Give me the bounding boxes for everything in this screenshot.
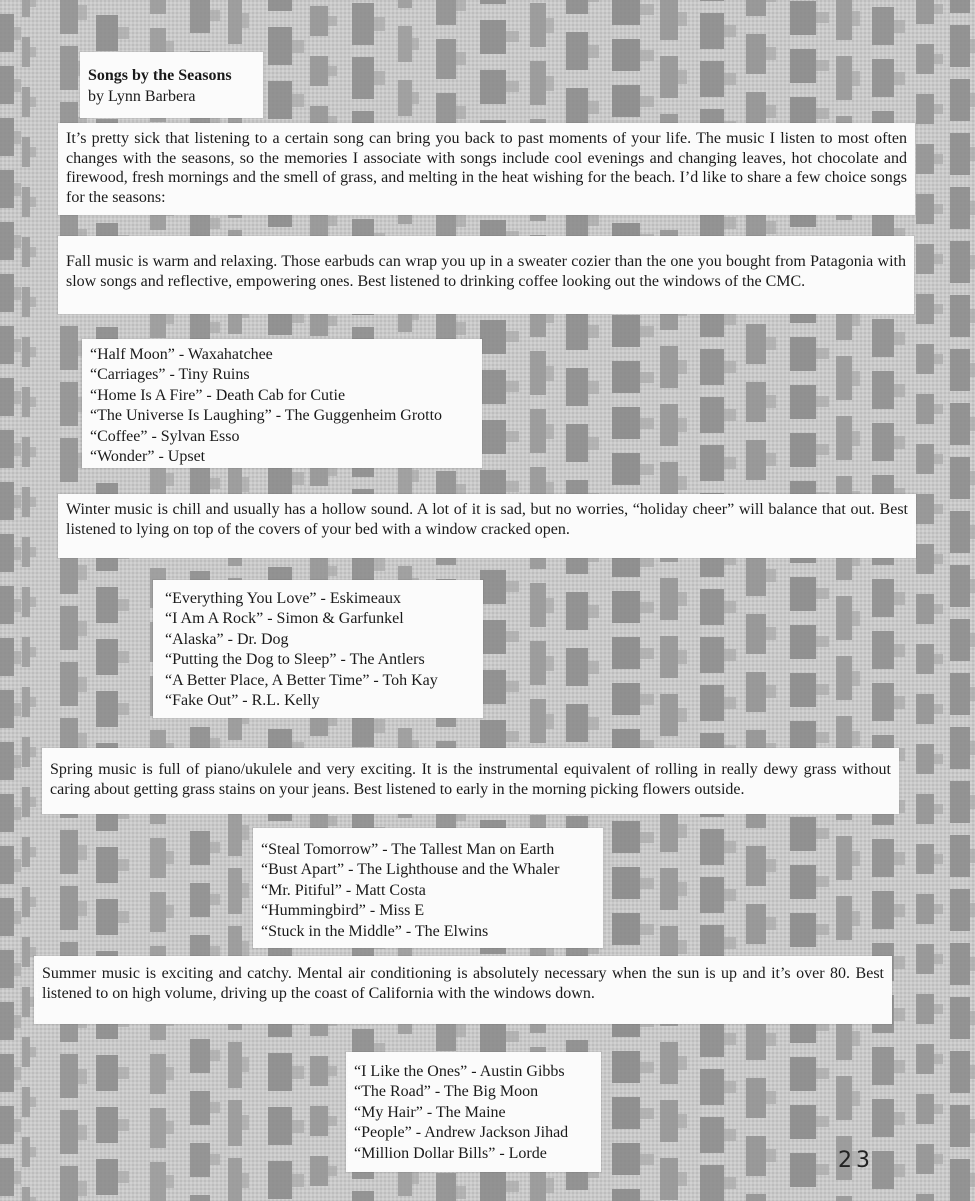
song-item: “Home Is A Fire” - Death Cab for Cutie [90,386,346,404]
song-item: “A Better Place, A Better Time” - Toh Kay [165,671,438,689]
song-item: “Bust Apart” - The Lighthouse and the Whaler [261,861,560,879]
song-item: “Steal Tomorrow” - The Tallest Man on Earth [261,841,555,858]
song-item: “Alaska” - Dr. Dog [165,630,289,648]
song-item: “I Like the Ones” - Austin Gibbs [354,1063,565,1080]
song-item: “Carriages” - Tiny Ruins [90,366,250,384]
song-item: “Hummingbird” - Miss E [261,902,425,920]
song-item: “Coffee” - Sylvan Esso [90,427,240,445]
song-item: “Mr. Pitiful” - Matt Costa [261,881,426,899]
spring-song-list [253,828,603,948]
spring-description-text: Spring music is full of piano/ukulele and very exciting. It is the instrumental equivalent of rolling in really dewy grass without caring about getting grass stains on your jeans. Best listened to early in the morning picking flowers outside. [50,761,891,798]
fall-description-text: Fall music is warm and relaxing. Those earbuds can wrap you up in a sweater cozier than the one you bought from Patagonia with slow songs and reflective, empowering ones. Best listened to drinking coffee looking out the windows of the CMC. [66,253,906,290]
summer-song-list [346,1052,601,1172]
article-header [80,52,263,118]
song-item: “Million Dollar Bills” - Lorde [354,1144,547,1162]
song-item: “People” - Andrew Jackson Jihad [354,1124,569,1142]
song-item: “Stuck in the Middle” - The Elwins [261,922,489,940]
song-item: “Wonder” - Upset [90,448,206,466]
page-number: 23 [838,1148,874,1173]
article-byline: by Lynn Barbera [88,88,196,105]
song-item: “Everything You Love” - Eskimeaux [165,590,401,607]
winter-song-list [153,580,483,718]
song-item: “Putting the Dog to Sleep” - The Antlers [165,651,425,669]
song-item: “The Universe Is Laughing” - The Guggenheim Grotto [90,407,443,425]
winter-description [58,494,916,558]
winter-description-text: Winter music is chill and usually has a hollow sound. A lot of it is sad, but no worries, “holiday cheer” will balance that out. Best listened to lying on top of the covers of your bed with a window cracked open. [66,501,908,538]
song-item: “The Road” - The Big Moon [354,1083,539,1101]
spring-description [42,748,899,814]
fall-description [58,236,914,314]
song-item: “My Hair” - The Maine [354,1103,506,1121]
article-title: Songs by the Seasons [88,67,232,84]
intro-paragraph [58,123,915,215]
fall-song-list [82,339,482,468]
summer-description [34,956,892,1024]
song-item: “Half Moon” - Waxahatchee [90,346,273,363]
summer-description-text: Summer music is exciting and catchy. Mental air conditioning is absolutely necessary when the sun is up and it’s over 80. Best listened to on high volume, driving up the coast of California with the windows down. [42,965,884,1002]
song-item: “I Am A Rock” - Simon & Garfunkel [165,610,404,628]
intro-text: It’s pretty sick that listening to a certain song can bring you back to past moments of your life. The music I listen to most often changes with the seasons, so the memories I associate with songs include cool evenings and changing leaves, hot chocolate and firewood, fresh mornings and the smell of grass, and melting in the heat wishing for the beach. I’d like to share a few choice songs for the seasons: [66,130,907,206]
song-item: “Fake Out” - R.L. Kelly [165,692,320,710]
